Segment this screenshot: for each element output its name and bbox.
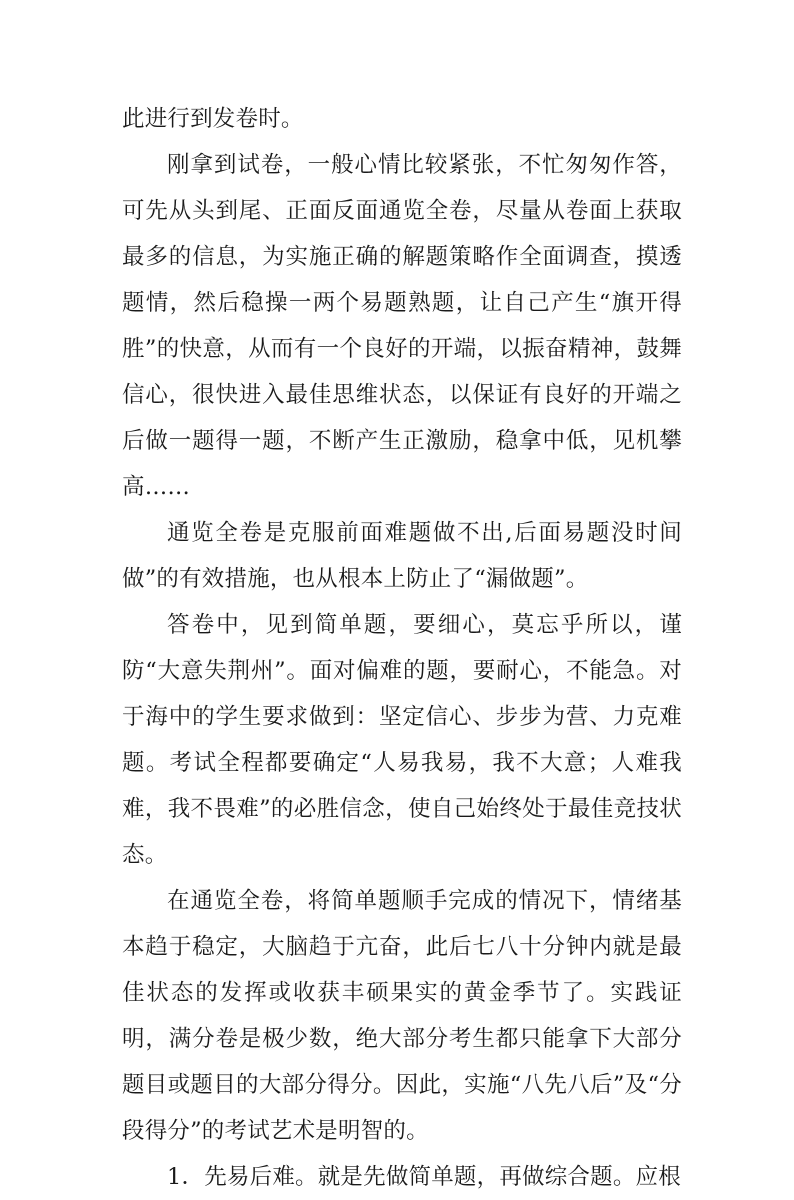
paragraph-easy-first: 1．先易后难。就是先做简单题，再做综合题。应根 <box>167 1164 681 1190</box>
paragraph-best-state: 在通览全卷，将简单题顺手完成的情况下，情绪基本趋于稳定，大脑趋于亢奋，此后七八十分钟内就是最佳状态的发挥或收获丰硕果实的黄金季节了。实践证明，满分卷是极少数，绝大部分考生都只能拿下大部分题目或题目的大部分得分。因此，实施“八先八后”及“分段得分”的考试艺术是明智的。 <box>122 888 682 1144</box>
paragraph-browse-benefit: 通览全卷是克服前面难题做不出,后面易题没时间做”的有效措施，也从根本上防止了“漏做题”。 <box>122 520 682 592</box>
paragraph-continuation: 此进行到发卷时。 <box>122 106 304 132</box>
paragraph-answering-attitude: 答卷中，见到简单题，要细心，莫忘乎所以，谨防“大意失荆州”。面对偏难的题，要耐心，不能急。对于海中的学生要求做到：坚定信心、步步为营、力克难题。考试全程都要确定“人易我易，我不大意；人难我难，我不畏难”的必胜信念，使自己始终处于最佳竞技状态。 <box>122 612 682 868</box>
document-body <box>122 96 682 1200</box>
paragraph-browse-whole-paper: 刚拿到试卷，一般心情比较紧张，不忙匆匆作答，可先从头到尾、正面反面通览全卷，尽量从卷面上获取最多的信息，为实施正确的解题策略作全面调查，摸透题情，然后稳操一两个易题熟题，让自己产生“旗开得胜”的快意，从而有一个良好的开端，以振奋精神，鼓舞信心，很快进入最佳思维状态，以保证有良好的开端之后做一题得一题，不断产生正激励，稳拿中低，见机攀高…… <box>122 152 682 500</box>
